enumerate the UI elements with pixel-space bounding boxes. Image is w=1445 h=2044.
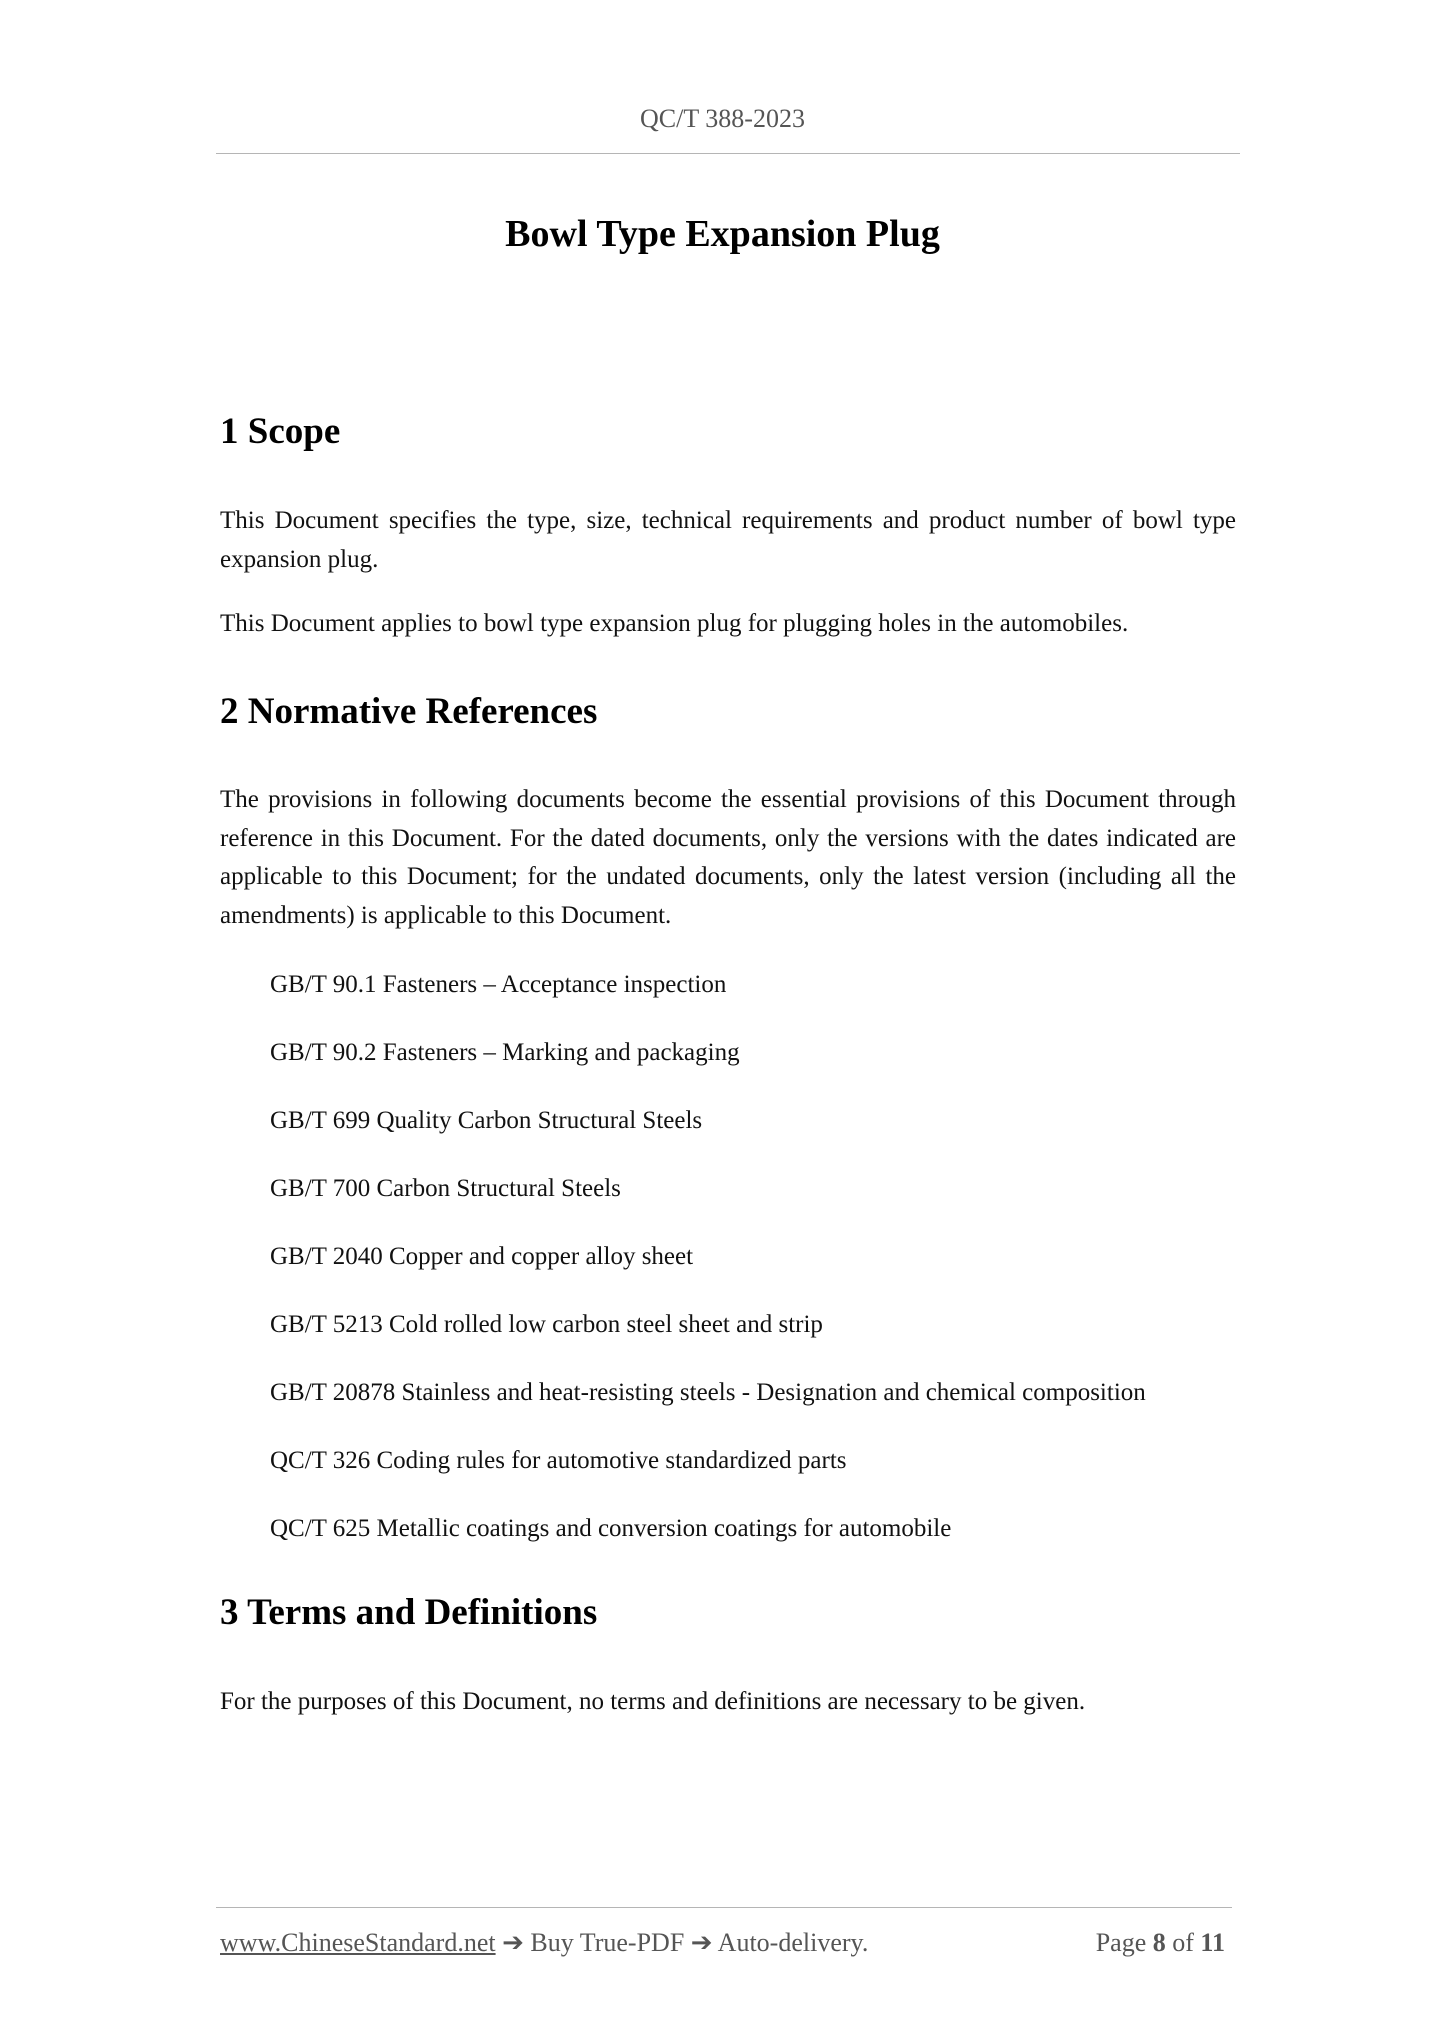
normative-intro-paragraph: The provisions in following documents become the essential provisions of this Document through reference in this Document. For the dated documents, only the versions with the dates indicated are applicable to this Document; for the undated documents, only the latest version (including all the amendments) is applicable to this Document.: [220, 786, 1236, 929]
scope-paragraph-2: This Document applies to bowl type expansion plug for plugging holes in the automobiles.: [220, 610, 1129, 637]
header-divider: [216, 153, 1240, 154]
buy-true-pdf-text: Buy True-PDF: [530, 1928, 685, 1957]
section-heading-scope: 1 Scope: [220, 411, 341, 452]
page-current: 8: [1152, 1928, 1166, 1957]
document-title: Bowl Type Expansion Plug: [505, 213, 940, 255]
footer-divider: [216, 1907, 1232, 1908]
reference-item: GB/T 90.2 Fasteners – Marking and packaging: [270, 1039, 740, 1066]
reference-item: GB/T 699 Quality Carbon Structural Steels: [270, 1107, 703, 1134]
arrow-right-icon: ➔: [690, 1928, 713, 1957]
reference-item: GB/T 2040 Copper and copper alloy sheet: [270, 1243, 694, 1270]
page-label: Page: [1095, 1928, 1147, 1957]
reference-item: GB/T 5213 Cold rolled low carbon steel sheet and strip: [270, 1311, 823, 1338]
reference-item: GB/T 90.1 Fasteners – Acceptance inspection: [270, 971, 727, 998]
reference-item: QC/T 625 Metallic coatings and conversion coatings for automobile: [270, 1515, 952, 1542]
reference-item: QC/T 326 Coding rules for automotive standardized parts: [270, 1447, 847, 1474]
auto-delivery-text: Auto-delivery.: [717, 1928, 869, 1957]
reference-item: GB/T 700 Carbon Structural Steels: [270, 1175, 621, 1202]
terms-paragraph: For the purposes of this Document, no terms and definitions are necessary to be given.: [220, 1688, 1086, 1715]
scope-paragraph-1: This Document specifies the type, size, technical requirements and product number of bowl type expansion plug.: [220, 507, 1236, 573]
site-link[interactable]: www.ChineseStandard.net: [220, 1928, 496, 1957]
page-of: of: [1172, 1928, 1194, 1957]
page-total: 11: [1200, 1928, 1225, 1957]
section-heading-terms-definitions: 3 Terms and Definitions: [220, 1592, 598, 1633]
footer-promo: [220, 1928, 868, 1958]
section-heading-normative-references: 2 Normative References: [220, 691, 598, 732]
header-doc-code: QC/T 388-2023: [640, 104, 805, 133]
page-number: [1096, 1928, 1225, 1958]
arrow-right-icon: ➔: [502, 1928, 524, 1957]
reference-item: GB/T 20878 Stainless and heat-resisting steels - Designation and chemical composition: [270, 1379, 1146, 1406]
